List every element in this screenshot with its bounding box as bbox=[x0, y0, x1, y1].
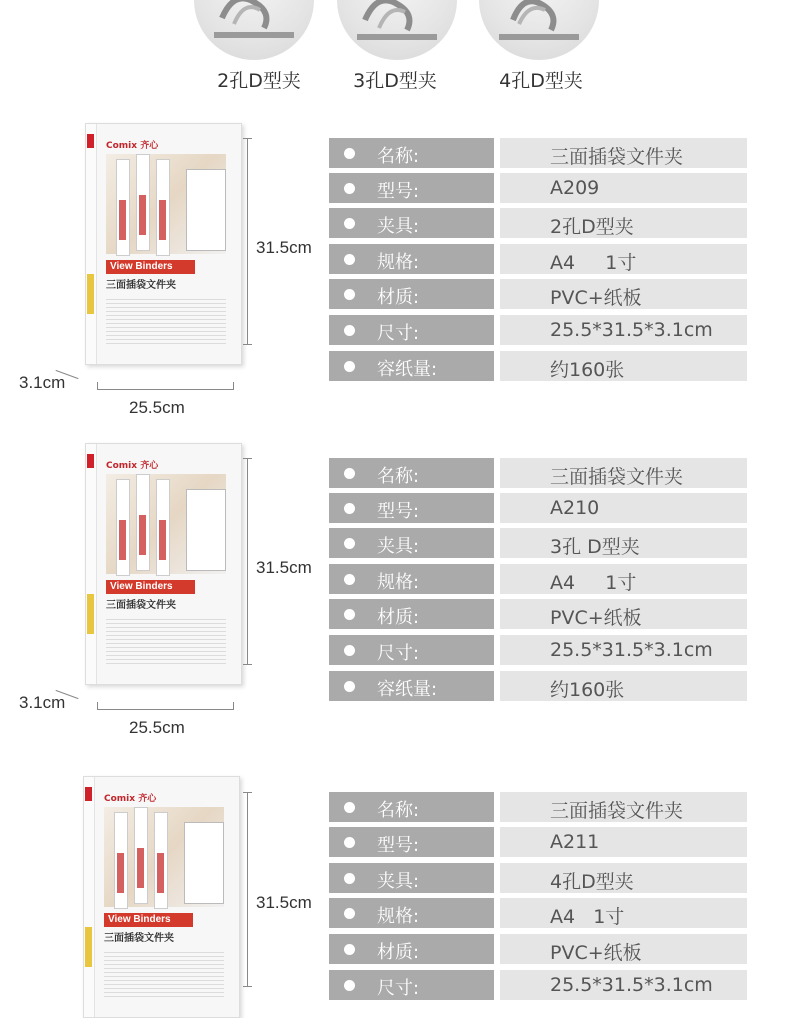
spec-label-cell bbox=[329, 970, 494, 1000]
bullet-icon bbox=[344, 218, 355, 229]
spec-value-cell bbox=[500, 173, 747, 203]
spec-value: 3孔 D型夹 bbox=[550, 536, 640, 558]
binder-illustration bbox=[116, 159, 130, 256]
spec-label-cell bbox=[329, 599, 494, 629]
bullet-icon bbox=[344, 681, 355, 692]
spec-value: PVC+纸板 bbox=[550, 287, 642, 309]
binder-illustration bbox=[186, 169, 226, 251]
spec-label: 名称: bbox=[377, 146, 420, 167]
spec-label: 材质: bbox=[377, 607, 420, 628]
spec-label-cell bbox=[329, 934, 494, 964]
spec-row-spec bbox=[329, 564, 747, 594]
bullet-icon bbox=[344, 944, 355, 955]
spec-label: 规格: bbox=[377, 252, 420, 273]
spec-value-cell bbox=[500, 315, 747, 345]
spec-value-cell bbox=[500, 970, 747, 1000]
spec-row-name bbox=[329, 138, 747, 168]
binder-illustration bbox=[136, 154, 150, 251]
binder-illustration bbox=[156, 479, 170, 576]
spec-value-cell bbox=[500, 208, 747, 238]
binder-illustration bbox=[134, 807, 148, 904]
spec-label: 尺寸: bbox=[377, 323, 420, 344]
spec-label-cell bbox=[329, 493, 494, 523]
height-dimension-line bbox=[247, 458, 248, 665]
cover-banner: View Binders bbox=[106, 580, 195, 594]
spec-value-cell bbox=[500, 244, 747, 274]
spec-value: 25.5*31.5*3.1cm bbox=[550, 319, 713, 341]
spine-label bbox=[85, 927, 92, 967]
binder-illustration bbox=[136, 474, 150, 571]
brand-logo: Comix 齐心 bbox=[106, 461, 159, 471]
cover-subtitle: 三面插袋文件夹 bbox=[106, 600, 176, 611]
spec-label: 型号: bbox=[377, 181, 420, 202]
spec-row-size bbox=[329, 315, 747, 345]
height-dimension: 31.5cm bbox=[256, 558, 312, 577]
spec-label: 名称: bbox=[377, 466, 420, 487]
spec-row-material bbox=[329, 934, 747, 964]
cover-text-block bbox=[106, 296, 226, 346]
binder-product-image bbox=[85, 123, 242, 365]
bullet-icon bbox=[344, 468, 355, 479]
cover-banner: View Binders bbox=[106, 260, 195, 274]
spec-value-cell bbox=[500, 528, 747, 558]
spec-value: 4孔D型夹 bbox=[550, 871, 634, 893]
spec-row-capacity bbox=[329, 351, 747, 381]
ring-option-label: 4孔D型夹 bbox=[499, 70, 583, 92]
spec-label-cell bbox=[329, 792, 494, 822]
bullet-icon bbox=[344, 908, 355, 919]
spec-label: 规格: bbox=[377, 572, 420, 593]
spec-value-cell bbox=[500, 863, 747, 893]
spec-label-cell bbox=[329, 827, 494, 857]
height-dimension: 31.5cm bbox=[256, 893, 312, 912]
spec-label: 名称: bbox=[377, 800, 420, 821]
binder-illustration bbox=[186, 489, 226, 571]
bullet-icon bbox=[344, 538, 355, 549]
bullet-icon bbox=[344, 183, 355, 194]
spec-value: A209 bbox=[550, 177, 600, 199]
binder-illustration bbox=[156, 159, 170, 256]
spec-value-cell bbox=[500, 671, 747, 701]
spec-label: 夹具: bbox=[377, 871, 420, 892]
binder-product-image bbox=[83, 776, 240, 1018]
spec-label: 夹具: bbox=[377, 216, 420, 237]
spec-value-cell bbox=[500, 934, 747, 964]
spine-label bbox=[87, 274, 94, 314]
spec-label: 尺寸: bbox=[377, 978, 420, 999]
spec-value: 三面插袋文件夹 bbox=[550, 800, 684, 822]
spec-value-cell bbox=[500, 138, 747, 168]
spec-value: A210 bbox=[550, 497, 600, 519]
width-dimension-line bbox=[97, 701, 234, 710]
spec-row-size bbox=[329, 635, 747, 665]
height-dimension: 31.5cm bbox=[256, 238, 312, 257]
width-dimension-line bbox=[97, 381, 234, 390]
binder-spine bbox=[86, 124, 97, 364]
spec-label-cell bbox=[329, 351, 494, 381]
bullet-icon bbox=[344, 325, 355, 336]
height-dimension-line bbox=[247, 138, 248, 345]
binder-spine bbox=[86, 444, 97, 684]
spec-label-cell bbox=[329, 244, 494, 274]
spec-value: 25.5*31.5*3.1cm bbox=[550, 639, 713, 661]
spec-row-clip bbox=[329, 208, 747, 238]
spec-value: 2孔D型夹 bbox=[550, 216, 634, 238]
binder-illustration bbox=[184, 822, 224, 904]
bullet-icon bbox=[344, 609, 355, 620]
spec-value: A4 1寸 bbox=[550, 252, 637, 274]
spec-row-capacity bbox=[329, 671, 747, 701]
spec-value: A4 1寸 bbox=[550, 906, 625, 928]
spec-value: 25.5*31.5*3.1cm bbox=[550, 974, 713, 996]
binder-illustration bbox=[116, 479, 130, 576]
bullet-icon bbox=[344, 645, 355, 656]
ring-option-label: 2孔D型夹 bbox=[217, 70, 301, 92]
spec-value: 三面插袋文件夹 bbox=[550, 466, 684, 488]
spec-row-clip bbox=[329, 863, 747, 893]
spec-label: 容纸量: bbox=[377, 359, 438, 380]
spec-row-material bbox=[329, 279, 747, 309]
width-dimension: 25.5cm bbox=[129, 718, 185, 737]
bullet-icon bbox=[344, 148, 355, 159]
spec-label-cell bbox=[329, 863, 494, 893]
spec-value: 约160张 bbox=[550, 679, 625, 701]
spec-label-cell bbox=[329, 315, 494, 345]
spec-row-material bbox=[329, 599, 747, 629]
spine-label bbox=[87, 454, 94, 468]
spec-label: 规格: bbox=[377, 906, 420, 927]
spine-label bbox=[85, 787, 92, 801]
spec-row-name bbox=[329, 792, 747, 822]
depth-dimension: 3.1cm bbox=[19, 693, 66, 712]
bullet-icon bbox=[344, 574, 355, 585]
spec-label: 容纸量: bbox=[377, 679, 438, 700]
ring-clip-image bbox=[337, 0, 457, 60]
brand-logo: Comix 齐心 bbox=[106, 141, 159, 151]
spec-row-name bbox=[329, 458, 747, 488]
spec-value-cell bbox=[500, 351, 747, 381]
spec-label-cell bbox=[329, 173, 494, 203]
spec-label-cell bbox=[329, 528, 494, 558]
spine-label bbox=[87, 594, 94, 634]
spec-value-cell bbox=[500, 898, 747, 928]
spec-label: 夹具: bbox=[377, 536, 420, 557]
cover-photo bbox=[106, 474, 226, 574]
ring-clip-image bbox=[479, 0, 599, 60]
binder-illustration bbox=[154, 812, 168, 909]
spec-label: 型号: bbox=[377, 835, 420, 856]
binder-product-image bbox=[85, 443, 242, 685]
binder-spine bbox=[84, 777, 95, 1017]
spec-value-cell bbox=[500, 827, 747, 857]
spec-value: A4 1寸 bbox=[550, 572, 637, 594]
spec-label: 材质: bbox=[377, 942, 420, 963]
cover-text-block bbox=[104, 949, 224, 999]
cover-photo bbox=[106, 154, 226, 254]
spec-row-model bbox=[329, 827, 747, 857]
spec-value-cell bbox=[500, 635, 747, 665]
spec-label: 型号: bbox=[377, 501, 420, 522]
spec-label: 尺寸: bbox=[377, 643, 420, 664]
bullet-icon bbox=[344, 361, 355, 372]
spec-value-cell bbox=[500, 279, 747, 309]
spec-label-cell bbox=[329, 208, 494, 238]
bullet-icon bbox=[344, 289, 355, 300]
spec-value-cell bbox=[500, 458, 747, 488]
spec-value: A211 bbox=[550, 831, 600, 853]
spine-label bbox=[87, 134, 94, 148]
ring-option-label: 3孔D型夹 bbox=[353, 70, 437, 92]
spec-row-spec bbox=[329, 898, 747, 928]
spec-value: 约160张 bbox=[550, 359, 625, 381]
spec-value-cell bbox=[500, 493, 747, 523]
width-dimension: 25.5cm bbox=[129, 398, 185, 417]
spec-row-model bbox=[329, 173, 747, 203]
height-dimension-line bbox=[247, 792, 248, 987]
spec-row-clip bbox=[329, 528, 747, 558]
spec-label-cell bbox=[329, 898, 494, 928]
brand-logo: Comix 齐心 bbox=[104, 794, 157, 804]
spec-value-cell bbox=[500, 599, 747, 629]
spec-row-model bbox=[329, 493, 747, 523]
spec-label-cell bbox=[329, 564, 494, 594]
spec-label: 材质: bbox=[377, 287, 420, 308]
spec-label-cell bbox=[329, 138, 494, 168]
cover-photo bbox=[104, 807, 224, 907]
spec-label-cell bbox=[329, 458, 494, 488]
cover-banner: View Binders bbox=[104, 913, 193, 927]
spec-row-spec bbox=[329, 244, 747, 274]
cover-subtitle: 三面插袋文件夹 bbox=[106, 280, 176, 291]
spec-value: PVC+纸板 bbox=[550, 942, 642, 964]
bullet-icon bbox=[344, 873, 355, 884]
binder-illustration bbox=[114, 812, 128, 909]
ring-clip-image bbox=[194, 0, 314, 60]
spec-value: 三面插袋文件夹 bbox=[550, 146, 684, 168]
spec-value: PVC+纸板 bbox=[550, 607, 642, 629]
cover-subtitle: 三面插袋文件夹 bbox=[104, 933, 174, 944]
spec-label-cell bbox=[329, 671, 494, 701]
spec-value-cell bbox=[500, 564, 747, 594]
bullet-icon bbox=[344, 980, 355, 991]
bullet-icon bbox=[344, 503, 355, 514]
spec-label-cell bbox=[329, 279, 494, 309]
bullet-icon bbox=[344, 802, 355, 813]
bullet-icon bbox=[344, 254, 355, 265]
spec-label-cell bbox=[329, 635, 494, 665]
depth-dimension: 3.1cm bbox=[19, 373, 66, 392]
spec-value-cell bbox=[500, 792, 747, 822]
cover-text-block bbox=[106, 616, 226, 666]
bullet-icon bbox=[344, 837, 355, 848]
spec-row-size bbox=[329, 970, 747, 1000]
